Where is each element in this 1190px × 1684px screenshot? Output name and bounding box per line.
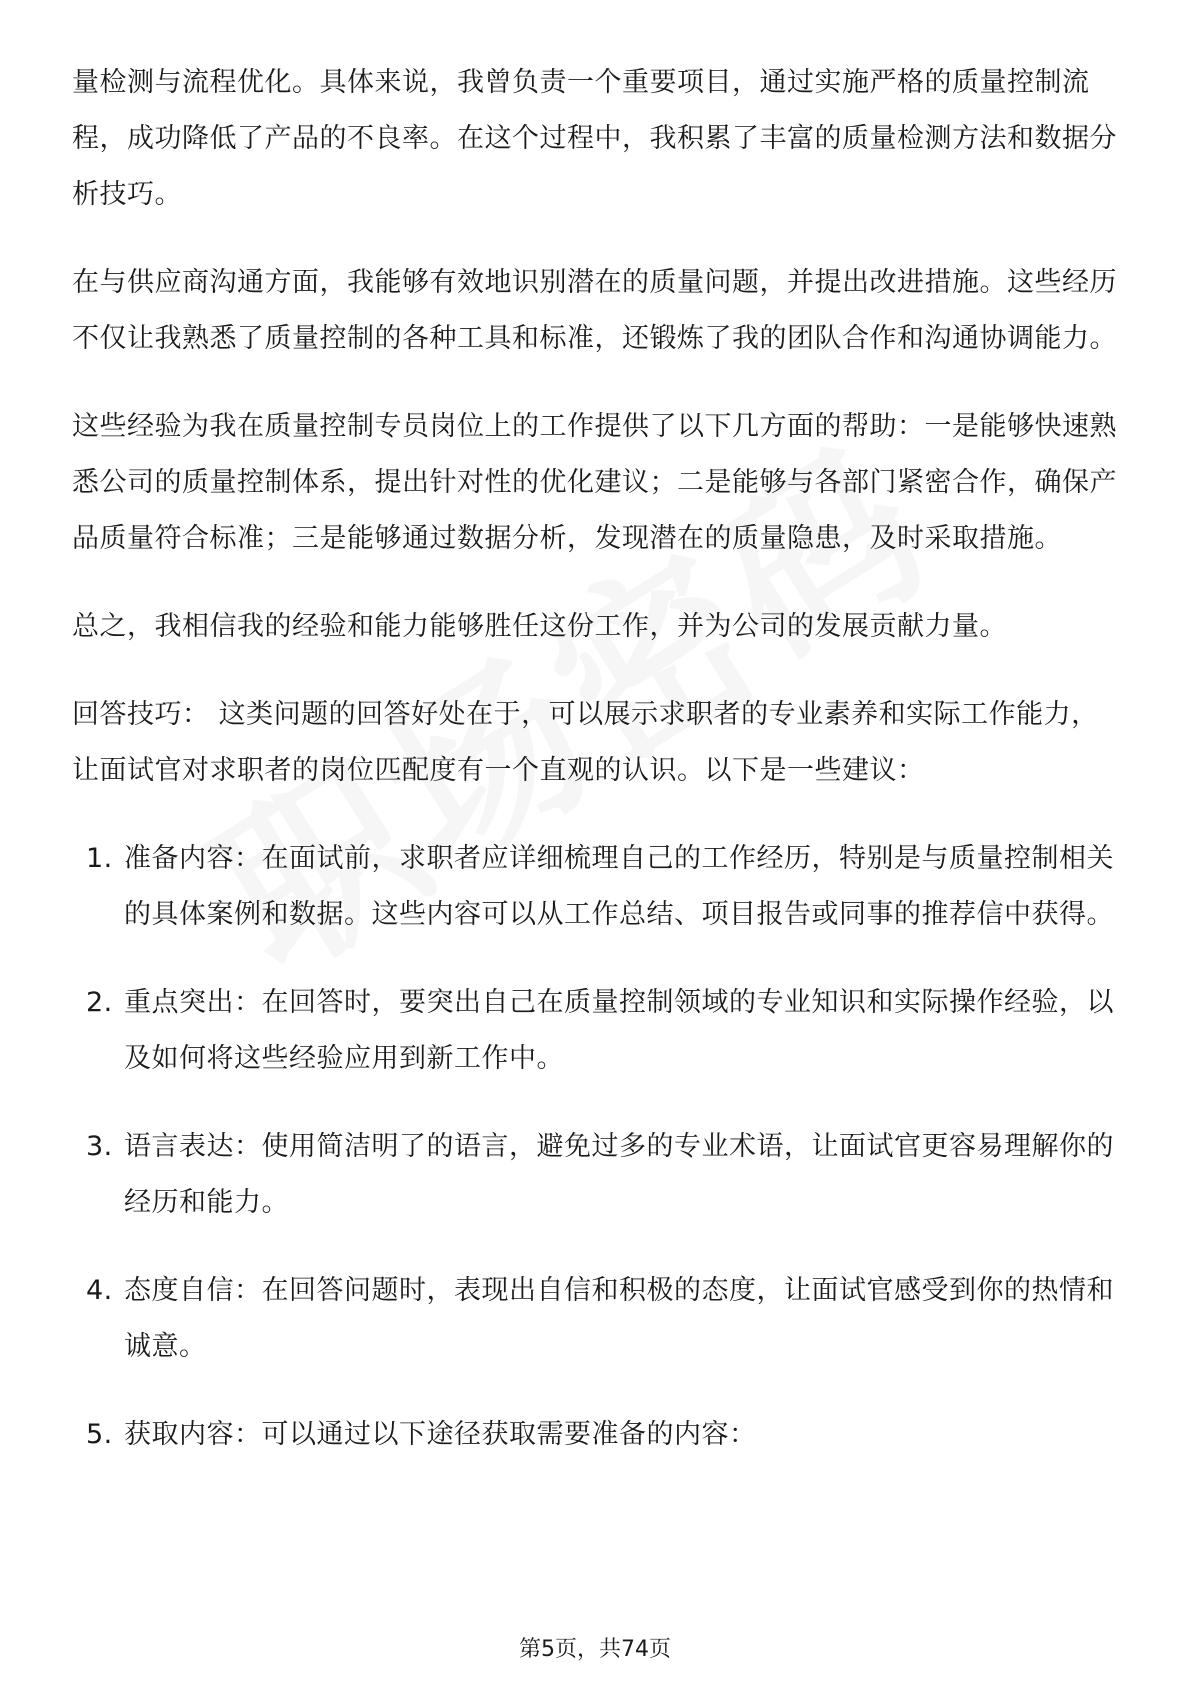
list-number: 2. <box>86 987 113 1018</box>
list-item-text: 语言表达：使用简洁明了的语言，避免过多的专业术语，让面试官更容易理解你的经历和能力。 <box>124 1131 1114 1218</box>
list-item <box>72 1119 1122 1231</box>
list-number: 5. <box>86 1419 113 1450</box>
document-body <box>72 55 1122 1495</box>
paragraph-experience: 量检测与流程优化。具体来说，我曾负责一个重要项目，通过实施严格的质量控制流程，成功降低了产品的不良率。在这个过程中，我积累了丰富的质量检测方法和数据分析技巧。 <box>72 67 1117 210</box>
list-item-text: 态度自信：在回答问题时，表现出自信和积极的态度，让面试官感受到你的热情和诚意。 <box>124 1275 1114 1362</box>
paragraph-supplier: 在与供应商沟通方面，我能够有效地识别潜在的质量问题，并提出改进措施。这些经历不仅让我熟悉了质量控制的各种工具和标准，还锻炼了我的团队合作和沟通协调能力。 <box>72 267 1117 354</box>
paragraph-conclusion: 总之，我相信我的经验和能力能够胜任这份工作，并为公司的发展贡献力量。 <box>72 611 1007 642</box>
list-item-text: 获取内容：可以通过以下途径获取需要准备的内容： <box>124 1419 757 1450</box>
list-number: 3. <box>86 1131 113 1162</box>
paragraph-answer-tips: 回答技巧： 这类问题的回答好处在于，可以展示求职者的专业素养和实际工作能力，让面试官对求职者的岗位匹配度有一个直观的认识。以下是一些建议： <box>72 699 1099 786</box>
list-item <box>72 1263 1122 1375</box>
list-number: 4. <box>86 1275 113 1306</box>
page-footer: 第5页，共74页 <box>519 1637 671 1662</box>
tips-list <box>72 831 1122 1463</box>
paragraph-benefits: 这些经验为我在质量控制专员岗位上的工作提供了以下几方面的帮助：一是能够快速熟悉公司的质量控制体系，提出针对性的优化建议；二是能够与各部门紧密合作，确保产品质量符合标准；三是能够通过数据分析，发现潜在的质量隐患，及时采取措施。 <box>72 411 1117 554</box>
list-item-text: 重点突出：在回答时，要突出自己在质量控制领域的专业知识和实际操作经验，以及如何将这些经验应用到新工作中。 <box>124 987 1114 1074</box>
list-item <box>72 1407 1122 1463</box>
list-number: 1. <box>86 843 113 874</box>
list-item <box>72 975 1122 1087</box>
list-item <box>72 831 1122 943</box>
list-item-text: 准备内容：在面试前，求职者应详细梳理自己的工作经历，特别是与质量控制相关的具体案例和数据。这些内容可以从工作总结、项目报告或同事的推荐信中获得。 <box>124 843 1114 930</box>
